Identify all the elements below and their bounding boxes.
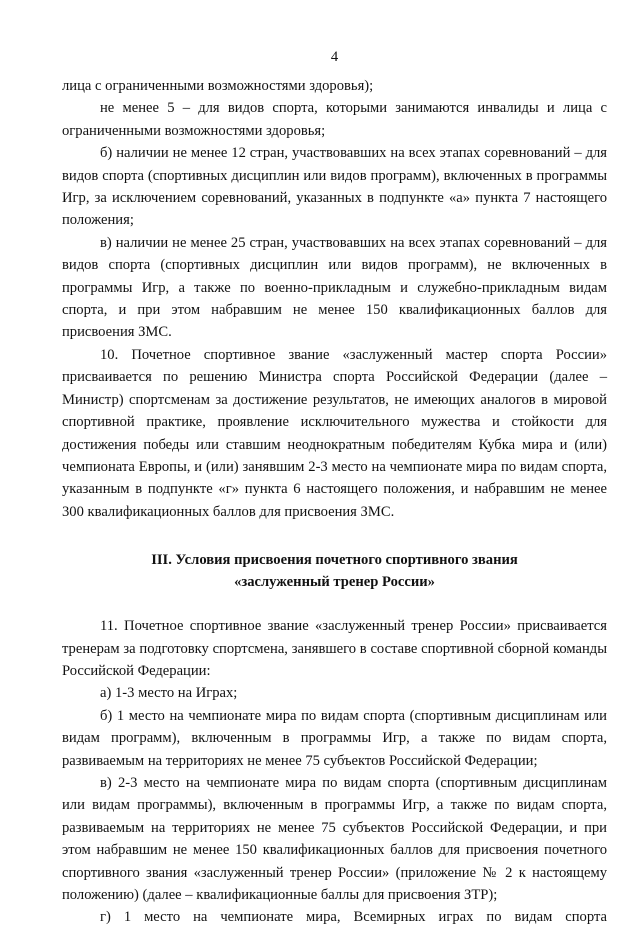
paragraph-item-b-2: б) 1 место на чемпионате мира по видам спорта (спортивным дисциплинам или видам программ), включенным в программы Игр, а также по видам спорта, развиваемым на территориях не менее 75 субъектов Российской Федерации; xyxy=(62,707,607,769)
paragraph-continuation: лица с ограниченными возможностями здоровья); xyxy=(62,78,374,94)
document-body xyxy=(62,75,607,929)
paragraph-item-v-2: в) 2-3 место на чемпионате мира по видам спорта (спортивным дисциплинам или видам программы), включенным в программы Игр, а также по видам спорта, развиваемым на территориях не менее 75 субъектов Российской Федерации, и при этом набравшим не менее 150 квалификационных баллов для присвоения почетного спортивного звания «заслуженный тренер России» (приложение № 2 к настоящему положению) (далее – квалификационные баллы для присвоения ЗТР); xyxy=(62,774,607,903)
paragraph-item-g: г) 1 место на чемпионате мира, Всемирных играх по видам спорта xyxy=(100,909,607,926)
paragraph-11: 11. Почетное спортивное звание «заслуженный тренер России» присваивается тренерам за подготовку спортсмена, занявшего в составе спортивной сборной команды Российской Федерации: xyxy=(62,618,607,679)
page-number: 4 xyxy=(330,49,339,65)
section-heading xyxy=(62,549,607,593)
paragraph-10: 10. Почетное спортивное звание «заслуженный мастер спорта России» присваивается по решению Министра спорта Российской Федерации (далее – Министр) спортсменам за достижение результатов, не имеющих аналогов в мировой спортивной практике, проявление исключительного мужества и стойкости для достижения победы или ставшим неоднократным победителям Кубка мира и (или) чемпионата Европы, и (или) занявшим 2-3 место на чемпионате мира по видам спорта, указанным в подпункте «г» пункта 6 настоящего положения, и набравшим не менее 300 квалификационных баллов для присвоения ЗМС. xyxy=(62,346,607,520)
paragraph-item-b: б) наличии не менее 12 стран, участвовавших на всех этапах соревнований – для видов спорта (спортивных дисциплин или видов программ), включенных в программы Игр, за исключением соревнований, указанных в подпункте «а» пункта 7 настоящего положения; xyxy=(62,145,607,229)
paragraph-item-v: в) наличии не менее 25 стран, участвовавших на всех этапах соревнований – для видов спорта (спортивных дисциплин или видов программ), не включенных в программы Игр, а также по военно-прикладным и служебно-прикладным видам спорта, и при этом набравшим не менее 150 квалификационных баллов для присвоения ЗМС. xyxy=(62,234,607,341)
section-heading-line-2: «заслуженный тренер России» xyxy=(234,574,435,591)
paragraph-item-a: а) 1-3 место на Играх; xyxy=(100,685,238,702)
section-heading-line-1: III. Условия присвоения почетного спортивного звания xyxy=(151,552,518,569)
paragraph-disabled-sports: не менее 5 – для видов спорта, которыми занимаются инвалиды и лица с ограниченными возможностями здоровья; xyxy=(62,100,607,139)
